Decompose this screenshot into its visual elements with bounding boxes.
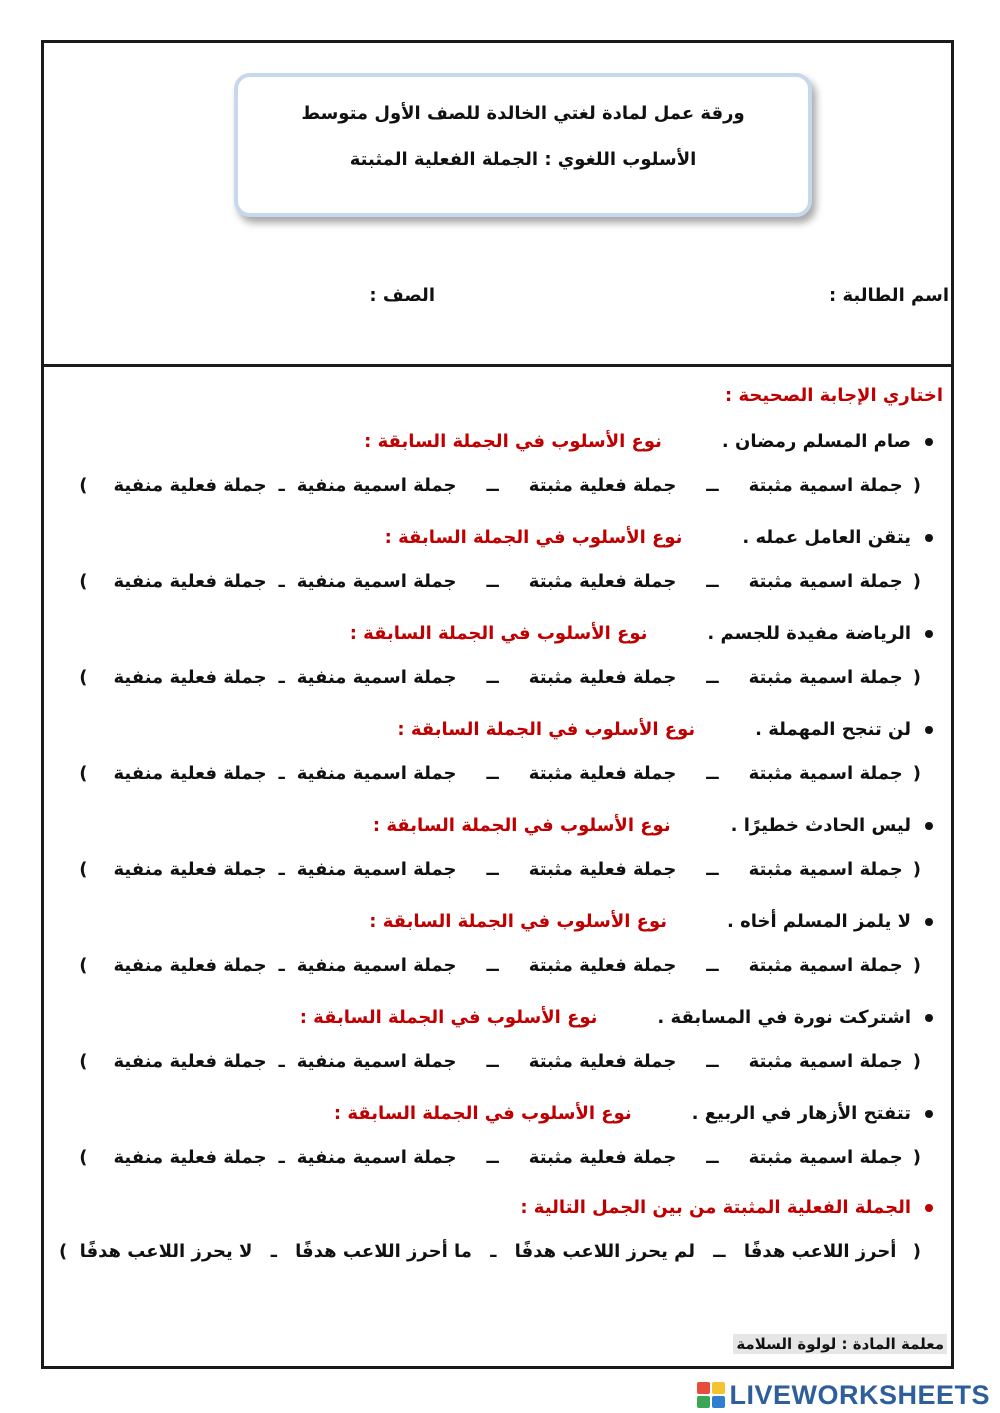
separator: ــ <box>706 763 719 784</box>
separator: ــ <box>706 1051 719 1072</box>
options-row <box>61 571 921 592</box>
option-nominal-affirmative[interactable]: جملة اسمية مثبتة <box>748 667 903 688</box>
paren-close: ) <box>79 955 88 976</box>
bullet-icon <box>925 726 933 734</box>
option-nominal-affirmative[interactable]: جملة اسمية مثبتة <box>748 571 903 592</box>
worksheet-header <box>44 43 951 367</box>
option-verbal-affirmative[interactable]: جملة فعلية مثبتة <box>528 1051 677 1072</box>
options-row <box>61 1147 921 1168</box>
worksheet-title: ورقة عمل لمادة لغتي الخالدة للصف الأول متوسط <box>301 103 745 124</box>
logo-text: LIVEWORKSHEETS <box>729 1379 990 1410</box>
teacher-credit: معلمة المادة : لولوة السلامة <box>733 1334 947 1354</box>
paren-open: ( <box>912 1147 921 1168</box>
question-sentence: ليس الحادث خطيرًا . <box>730 815 911 836</box>
paren-close: ) <box>79 571 88 592</box>
separator: ــ <box>486 1147 499 1168</box>
paren-open: ( <box>912 475 921 496</box>
question-sentence: تتفتح الأزهار في الربيع . <box>691 1103 911 1124</box>
option-nominal-affirmative[interactable]: جملة اسمية مثبتة <box>748 955 903 976</box>
option[interactable]: ما أحرز اللاعب هدفًا <box>295 1241 472 1262</box>
separator: ــ <box>713 1241 726 1262</box>
option-verbal-negative[interactable]: جملة فعلية منفية <box>113 859 267 880</box>
logo-mark-icon <box>697 1382 725 1408</box>
separator: ــ <box>706 859 719 880</box>
paren-open: ( <box>912 667 921 688</box>
paren-close: ) <box>79 763 88 784</box>
option-verbal-negative[interactable]: جملة فعلية منفية <box>113 763 267 784</box>
separator: ـ <box>278 763 285 784</box>
question-item <box>373 815 933 836</box>
options-row <box>61 475 921 496</box>
paren-close: ) <box>79 859 88 880</box>
question-prompt: نوع الأسلوب في الجملة السابقة : <box>372 815 671 836</box>
instruction: اختاري الإجابة الصحيحة : <box>725 385 943 406</box>
bullet-icon <box>925 918 933 926</box>
final-question <box>520 1197 933 1218</box>
bullet-icon <box>925 438 933 446</box>
question-item <box>364 431 933 452</box>
option-nominal-negative[interactable]: جملة اسمية منفية <box>296 955 457 976</box>
paren-open: ( <box>912 1051 921 1072</box>
question-sentence: الرياضة مفيدة للجسم . <box>707 623 911 644</box>
option-nominal-affirmative[interactable]: جملة اسمية مثبتة <box>748 1051 903 1072</box>
bullet-icon <box>925 630 933 638</box>
class-label: الصف : <box>369 285 435 306</box>
student-name-label: اسم الطالبة : <box>829 285 949 306</box>
question-sentence: لا يلمز المسلم أخاه . <box>727 911 911 932</box>
final-question-prompt: الجملة الفعلية المثبتة من بين الجمل التالية : <box>520 1197 911 1218</box>
bullet-icon <box>925 1014 933 1022</box>
paren-close: ) <box>79 1051 88 1072</box>
option[interactable]: لم يحرز اللاعب هدفًا <box>514 1241 695 1262</box>
question-item <box>385 527 933 548</box>
question-prompt: نوع الأسلوب في الجملة السابقة : <box>349 623 648 644</box>
option-verbal-negative[interactable]: جملة فعلية منفية <box>113 475 267 496</box>
question-sentence: اشتركت نورة في المسابقة . <box>657 1007 911 1028</box>
option-verbal-affirmative[interactable]: جملة فعلية مثبتة <box>528 955 677 976</box>
separator: ــ <box>486 667 499 688</box>
separator: ــ <box>706 955 719 976</box>
paren-close: ) <box>79 1147 88 1168</box>
question-prompt: نوع الأسلوب في الجملة السابقة : <box>369 911 668 932</box>
question-item <box>334 1103 933 1124</box>
paren-open: ( <box>912 763 921 784</box>
separator: ــ <box>486 763 499 784</box>
title-box <box>234 73 812 217</box>
question-prompt: نوع الأسلوب في الجملة السابقة : <box>299 1007 598 1028</box>
separator: ــ <box>486 859 499 880</box>
option-verbal-affirmative[interactable]: جملة فعلية مثبتة <box>528 763 677 784</box>
separator: ـ <box>278 667 285 688</box>
worksheet-frame <box>41 40 954 1369</box>
liveworksheets-logo[interactable] <box>697 1380 990 1410</box>
question-prompt: نوع الأسلوب في الجملة السابقة : <box>397 719 696 740</box>
paren-open: ( <box>912 955 921 976</box>
separator: ـ <box>278 1051 285 1072</box>
separator: ــ <box>486 475 499 496</box>
paren-open: ( <box>912 1241 921 1262</box>
question-prompt: نوع الأسلوب في الجملة السابقة : <box>364 431 662 452</box>
options-row <box>61 859 921 880</box>
question-item <box>397 719 933 740</box>
option-verbal-affirmative[interactable]: جملة فعلية مثبتة <box>528 571 677 592</box>
option-verbal-negative[interactable]: جملة فعلية منفية <box>113 1051 267 1072</box>
option[interactable]: لا يحرز اللاعب هدفًا <box>79 1241 253 1262</box>
final-options-row <box>41 1241 921 1262</box>
option-verbal-affirmative[interactable]: جملة فعلية مثبتة <box>528 859 677 880</box>
question-sentence: يتقن العامل عمله . <box>742 527 911 548</box>
separator: ــ <box>486 1051 499 1072</box>
question-prompt: نوع الأسلوب في الجملة السابقة : <box>333 1103 632 1124</box>
question-sentence: لن تنجح المهملة . <box>755 719 911 740</box>
option-verbal-negative[interactable]: جملة فعلية منفية <box>113 955 267 976</box>
separator: ــ <box>486 571 499 592</box>
option-nominal-affirmative[interactable]: جملة اسمية مثبتة <box>748 763 903 784</box>
paren-open: ( <box>912 859 921 880</box>
question-item <box>350 623 933 644</box>
option-nominal-negative[interactable]: جملة اسمية منفية <box>296 1147 457 1168</box>
option-nominal-affirmative[interactable]: جملة اسمية مثبتة <box>748 475 903 496</box>
separator: ـ <box>270 1241 277 1262</box>
separator: ـ <box>278 571 285 592</box>
separator: ــ <box>706 1147 719 1168</box>
options-row <box>61 1051 921 1072</box>
bullet-icon <box>925 822 933 830</box>
separator: ـ <box>278 859 285 880</box>
option[interactable]: أحرز اللاعب هدفًا <box>743 1241 897 1262</box>
option-nominal-affirmative[interactable]: جملة اسمية مثبتة <box>748 859 903 880</box>
worksheet-subtitle: الأسلوب اللغوي : الجملة الفعلية المثبتة <box>349 149 697 170</box>
bullet-icon <box>925 534 933 542</box>
paren-open: ( <box>912 571 921 592</box>
bullet-icon <box>925 1110 933 1118</box>
option-nominal-negative[interactable]: جملة اسمية منفية <box>296 571 457 592</box>
option-nominal-affirmative[interactable]: جملة اسمية مثبتة <box>748 1147 903 1168</box>
paren-close: ) <box>59 1241 68 1262</box>
separator: ــ <box>486 955 499 976</box>
option-nominal-negative[interactable]: جملة اسمية منفية <box>296 859 457 880</box>
option-verbal-affirmative[interactable]: جملة فعلية مثبتة <box>528 1147 677 1168</box>
separator: ـ <box>490 1241 497 1262</box>
option-nominal-negative[interactable]: جملة اسمية منفية <box>296 475 457 496</box>
paren-close: ) <box>79 475 88 496</box>
option-nominal-negative[interactable]: جملة اسمية منفية <box>296 667 457 688</box>
separator: ــ <box>706 667 719 688</box>
option-verbal-affirmative[interactable]: جملة فعلية مثبتة <box>528 667 677 688</box>
options-row <box>61 763 921 784</box>
option-verbal-negative[interactable]: جملة فعلية منفية <box>113 667 267 688</box>
option-nominal-negative[interactable]: جملة اسمية منفية <box>296 763 457 784</box>
separator: ـ <box>278 1147 285 1168</box>
option-verbal-negative[interactable]: جملة فعلية منفية <box>113 1147 267 1168</box>
separator: ـ <box>278 955 285 976</box>
paren-close: ) <box>79 667 88 688</box>
bullet-icon <box>925 1204 933 1212</box>
option-verbal-negative[interactable]: جملة فعلية منفية <box>113 571 267 592</box>
separator: ــ <box>706 571 719 592</box>
question-item <box>300 1007 933 1028</box>
question-sentence: صام المسلم رمضان . <box>721 431 911 452</box>
option-verbal-affirmative[interactable]: جملة فعلية مثبتة <box>528 475 677 496</box>
options-row <box>61 955 921 976</box>
option-nominal-negative[interactable]: جملة اسمية منفية <box>296 1051 457 1072</box>
options-row <box>61 667 921 688</box>
separator: ـ <box>278 475 285 496</box>
question-item <box>369 911 933 932</box>
separator: ــ <box>706 475 719 496</box>
question-prompt: نوع الأسلوب في الجملة السابقة : <box>384 527 683 548</box>
